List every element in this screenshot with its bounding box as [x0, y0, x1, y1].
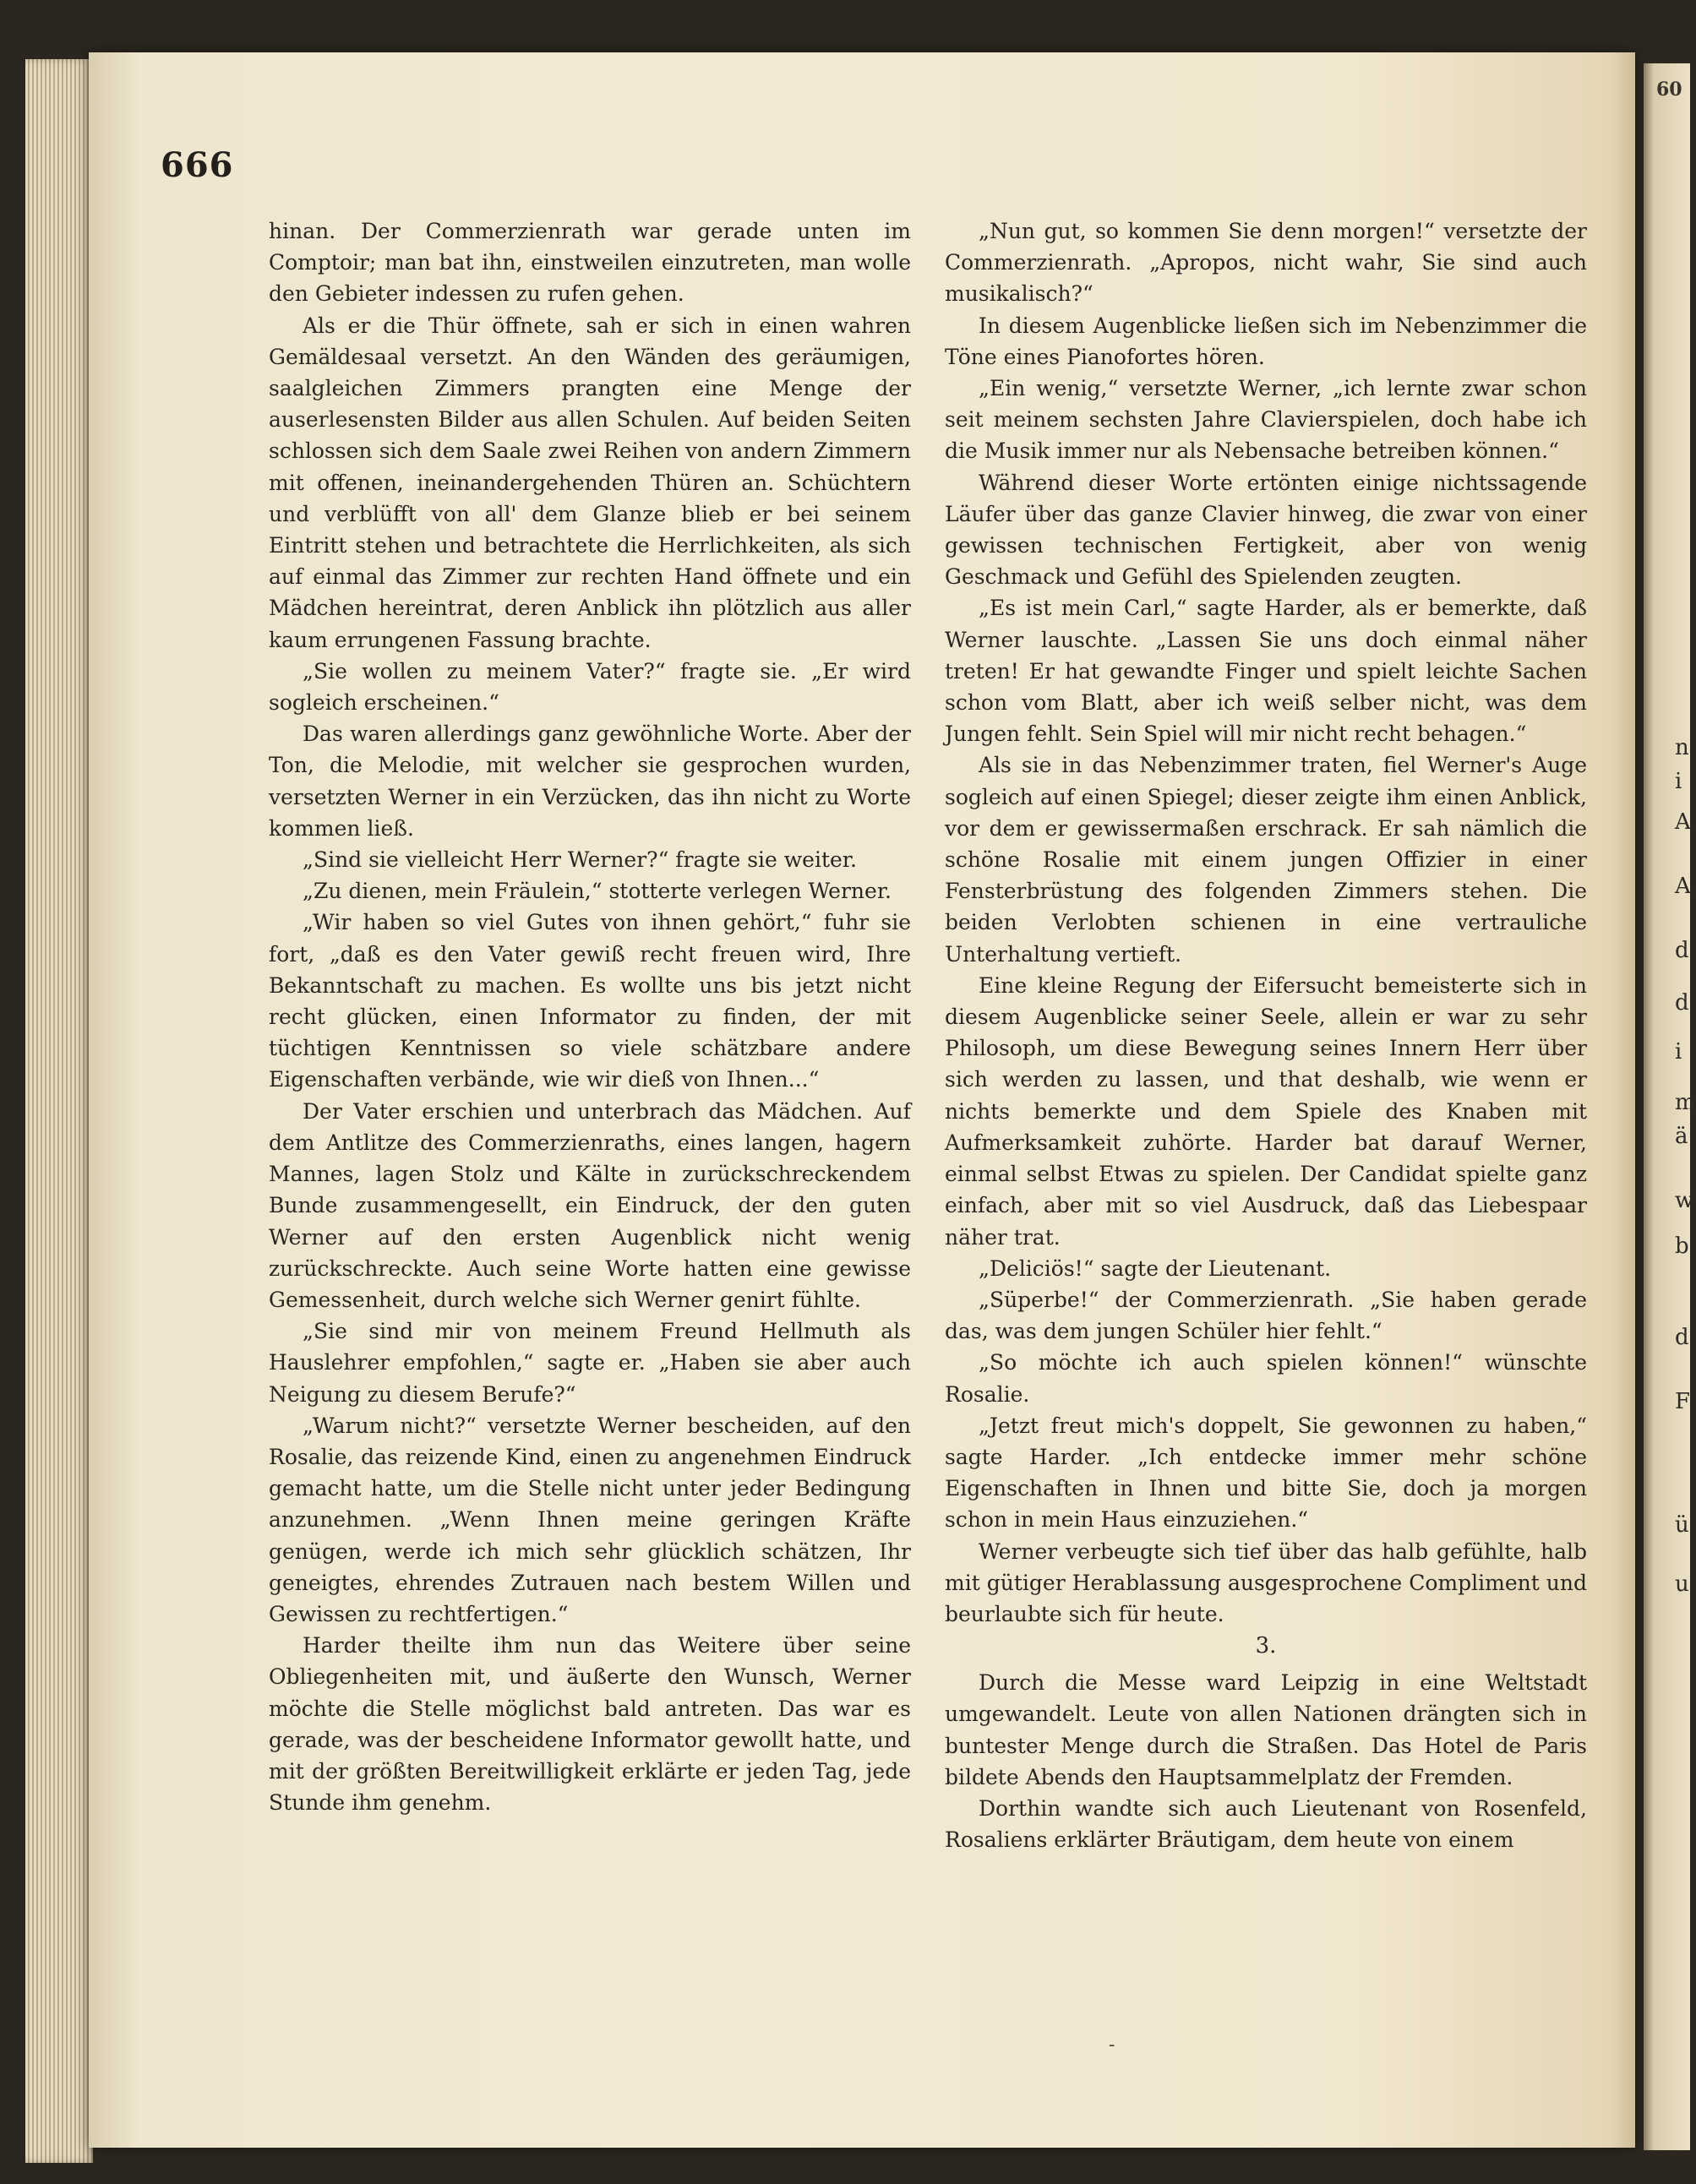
next-page-fragment: u: [1675, 1571, 1689, 1597]
paragraph: Das waren allerdings ganz gewöhnliche Worte. Aber der Ton, die Melodie, mit welcher sie gesprochen wurden, versetzten Werner in ein Verzücken, das ihn nicht zu Worte kommen ließ.: [269, 722, 911, 841]
next-page-fragment: ä: [1675, 1124, 1688, 1149]
paragraph: Werner verbeugte sich tief über das halb gefühlte, halb mit gütiger Herablassung ausgesprochene Compliment und beurlaubte sich für heute.: [945, 1539, 1587, 1626]
next-page-fragment: w: [1675, 1188, 1694, 1213]
next-page-fragment: ü: [1675, 1512, 1689, 1538]
next-page-fragment: n: [1675, 735, 1689, 760]
paragraph: Der Vater erschien und unterbrach das Mädchen. Auf dem Antlitze des Commerzienraths, eines langen, hagern Mannes, lagen Stolz und Kälte in zurückschreckendem Bunde zusammengesellt, ein Eindruck, der den guten Werner auf den ersten Augenblick nicht wenig zurückschreckte. Auch seine Worte hatten eine gewisse Gemessenheit, durch welche sich Werner genirt fühlte.: [269, 1098, 911, 1312]
page-edges: [25, 59, 93, 2163]
paragraph: hinan. Der Commerzienrath war gerade unten im Comptoir; man bat ihn, einstweilen einzutreten, man wolle den Gebieter indessen zu rufen gehen.: [269, 219, 911, 307]
paragraph: „Zu dienen, mein Fräulein,“ stotterte verlegen Werner.: [303, 879, 892, 904]
paragraph: Dorthin wandte sich auch Lieutenant von Rosenfeld, Rosaliens erklärter Bräutigam, dem heute von einem: [945, 1795, 1587, 1853]
paragraph: „Sie wollen zu meinem Vater?“ fragte sie. „Er wird sogleich erscheinen.“: [269, 658, 911, 716]
next-page-fragment: F: [1675, 1389, 1691, 1414]
right-column: [945, 215, 1587, 1855]
left-column: [269, 215, 911, 1818]
next-page-fragment: b: [1675, 1234, 1689, 1259]
paragraph: In diesem Augenblicke ließen sich im Nebenzimmer die Töne eines Pianofortes hören.: [945, 313, 1587, 369]
paragraph: „Süperbe!“ der Commerzienrath. „Sie haben gerade das, was dem jungen Schüler hier fehlt.“: [945, 1287, 1587, 1344]
paragraph: Durch die Messe ward Leipzig in eine Weltstadt umgewandelt. Leute von allen Nationen drängten sich in buntester Menge durch die Straßen. Das Hotel de Paris bildete Abends den Hauptsammelplatz der Fremden.: [945, 1670, 1587, 1789]
paragraph: „Ein wenig,“ versetzte Werner, „ich lernte zwar schon seit meinem sechsten Jahre Clavierspielen, doch habe ich die Musik immer nur als Nebensache betreiben können.“: [945, 376, 1587, 464]
section-number: 3.: [1255, 1633, 1277, 1659]
paragraph: „Nun gut, so kommen Sie denn morgen!“ versetzte der Commerzienrath. „Apropos, nicht wahr, Sie sind auch musikalisch?“: [945, 219, 1587, 307]
next-page-fragment: i: [1675, 1039, 1682, 1065]
paragraph: „Sie sind mir von meinem Freund Hellmuth als Hauslehrer empfohlen,“ sagte er. „Haben sie aber auch Neigung zu diesem Berufe?“: [269, 1319, 911, 1407]
next-page-header: 60: [1656, 79, 1682, 101]
paragraph: „Wir haben so viel Gutes von ihnen gehört,“ fuhr sie fort, „daß es den Vater gewiß recht freuen wird, Ihre Bekanntschaft zu machen. Es wollte uns bis jetzt nicht recht glücken, einen Informator zu finden, der mit tüchtigen Kenntnissen so viele schätzbare andere Eigenschaften verbände, wie wir dieß von Ihnen...“: [269, 910, 911, 1092]
next-page-fragment: d: [1675, 990, 1689, 1016]
next-page-fragment: i: [1675, 769, 1682, 794]
paragraph: Eine kleine Regung der Eifersucht bemeisterte sich in diesem Augenblicke seiner Seele, allein er war zu sehr Philosoph, um diese Bewegung seines Innern Herr über sich werden zu lassen, und that deshalb, wie wenn er nichts bemerkte und dem Spiele des Knaben mit Aufmerksamkeit zuhörte. Harder bat darauf Werner, einmal selbst Etwas zu spielen. Der Candidat spielte ganz einfach, aber mit so viel Ausdruck, daß das Liebespaar näher trat.: [945, 972, 1587, 1250]
next-page-fragment: A: [1675, 874, 1691, 899]
next-page-fragment: A: [1675, 809, 1691, 835]
next-page-fragment: m: [1675, 1090, 1696, 1115]
footer-mark: -: [1109, 2034, 1115, 2056]
paragraph: „So möchte ich auch spielen können!“ wünschte Rosalie.: [945, 1350, 1587, 1407]
paragraph: „Deliciös!“ sagte der Lieutenant.: [979, 1255, 1332, 1281]
next-page-fragment: d: [1675, 938, 1689, 963]
paragraph: „Warum nicht?“ versetzte Werner bescheiden, auf den Rosalie, das reizende Kind, einen zu angenehmen Eindruck gemacht hatte, um die Stelle nicht unter jeder Bedingung anzunehmen. „Wenn Ihnen meine geringen Kräfte genügen, werde ich mich sehr glücklich schätzen, Ihr geneigtes, ehrendes Zutrauen nach bestem Willen und Gewissen zu rechtfertigen.“: [269, 1413, 911, 1626]
paragraph: Als er die Thür öffnete, sah er sich in einen wahren Gemäldesaal versetzt. An den Wänden des geräumigen, saalgleichen Zimmers prangten eine Menge der auserlesensten Bilder aus allen Schulen. Auf beiden Seiten schlossen sich dem Saale zwei Reihen von andern Zimmern mit offenen, ineinandergehenden Thüren an. Schüchtern und verblüfft von all' dem Glanze blieb er bei seinem Eintritt stehen und betrachtete die Herrlichkeiten, als sich auf einmal das Zimmer zur rechten Hand öffnete und ein Mädchen hereintrat, deren Anblick ihn plötzlich aus aller kaum errungenen Fassung brachte.: [269, 313, 911, 652]
next-page-fragment: d: [1675, 1325, 1689, 1350]
paragraph: Als sie in das Nebenzimmer traten, fiel Werner's Auge sogleich auf einen Spiegel; dieser zeigte ihm einen Anblick, vor dem er gewissermaßen erschrack. Er sah nämlich die schöne Rosalie mit einem jungen Offizier in einer Fensterbrüstung des folgenden Zimmers stehen. Die beiden Verlobten schienen in eine vertrauliche Unterhaltung vertieft.: [945, 753, 1587, 967]
paragraph: „Sind sie vielleicht Herr Werner?“ fragte sie weiter.: [303, 847, 857, 873]
page-number: 666: [161, 145, 234, 185]
paragraph: Während dieser Worte ertönten einige nichtssagende Läufer über das ganze Clavier hinweg, die zwar von einer gewissen technischen Fertigkeit, aber von wenig Geschmack und Gefühl des Spielenden zeugten.: [945, 470, 1587, 590]
paragraph: „Es ist mein Carl,“ sagte Harder, als er bemerkte, daß Werner lauschte. „Lassen Sie uns doch einmal näher treten! Er hat gewandte Finger und spielt leichte Sachen schon vom Blatt, aber ich weiß selber nicht, was dem Jungen fehlt. Sein Spiel will mir nicht recht behagen.“: [945, 596, 1587, 747]
paragraph: Harder theilte ihm nun das Weitere über seine Obliegenheiten mit, und äußerte den Wunsch, Werner möchte die Stelle möglichst bald antreten. Das war es gerade, was der bescheidene Informator gewollt hatte, und mit der größten Bereitwilligkeit erklärte er jeden Tag, jede Stunde ihm genehm.: [269, 1633, 911, 1816]
paragraph: „Jetzt freut mich's doppelt, Sie gewonnen zu haben,“ sagte Harder. „Ich entdecke immer mehr schöne Eigenschaften in Ihnen und bitte Sie, doch ja morgen schon in mein Haus einzuziehen.“: [945, 1413, 1587, 1533]
